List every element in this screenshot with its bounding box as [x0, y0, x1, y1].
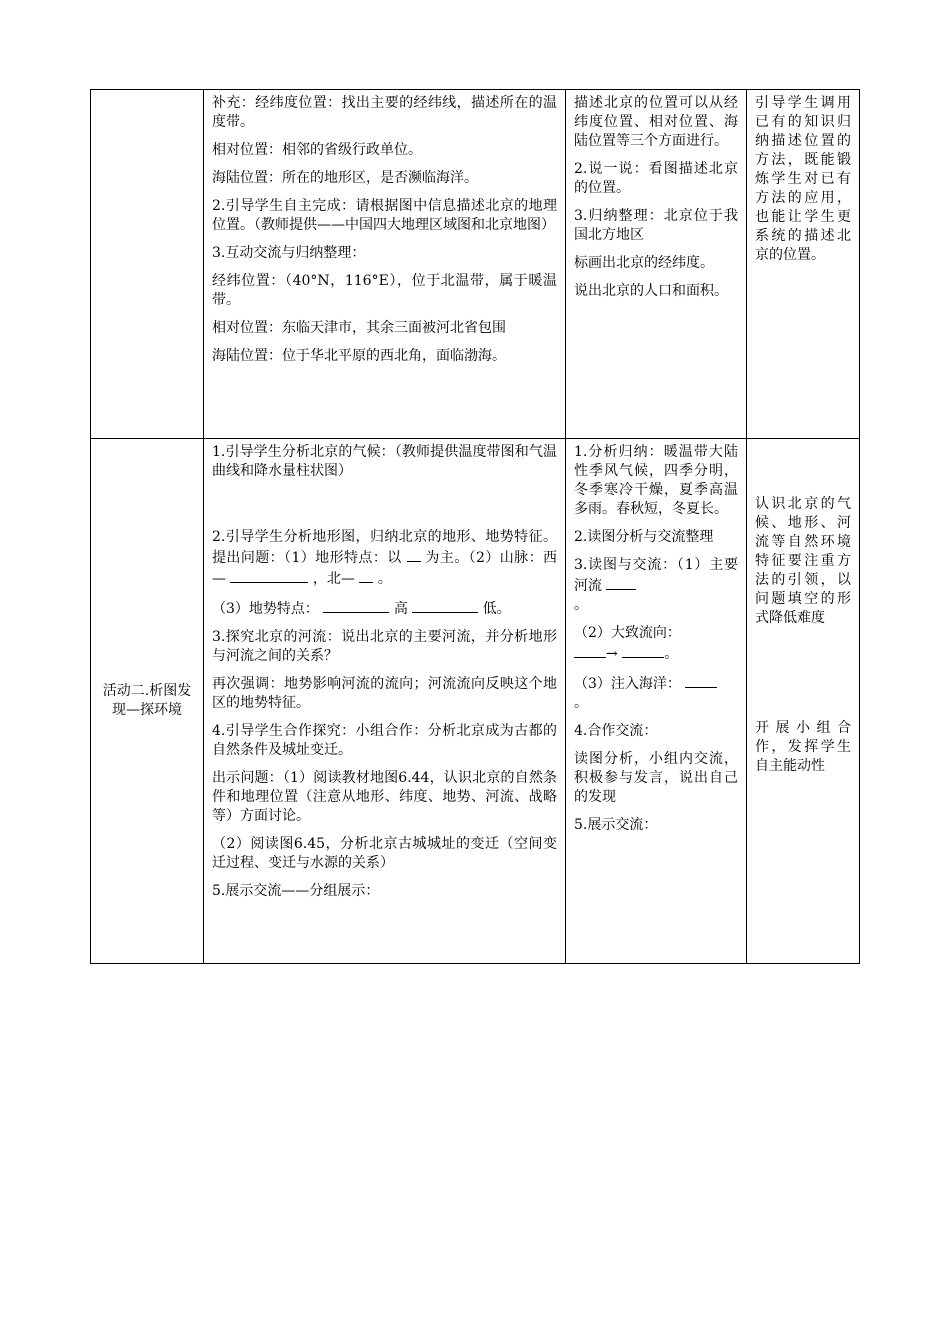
teacher-text: 3.探究北京的河流：说出北京的主要河流，并分析地形与河流之间的关系？: [212, 629, 557, 664]
blank-field: [574, 643, 606, 658]
teacher-text: 海陆位置：所在的地形区，是否濒临海洋。: [212, 170, 478, 186]
spacer: [212, 490, 557, 528]
intent-text: 开展小组合作，发挥学生自主能动性: [755, 720, 851, 774]
spacer: [755, 637, 851, 719]
activity-cell: [91, 439, 204, 964]
blank-field: [622, 643, 664, 658]
table-row: [91, 90, 860, 439]
teacher-activity-cell: [204, 439, 566, 964]
student-text: （3）注入海洋： 。: [574, 673, 738, 713]
activity-title: 活动二.析图发现—探环境: [102, 683, 192, 718]
blank-field: [412, 598, 478, 613]
teacher-text: 再次强调：地势影响河流的流向；河流流向反映这个地区的地势特征。: [212, 676, 557, 711]
arrow-icon: →: [606, 646, 618, 662]
activity-cell: [91, 90, 204, 439]
spacer: [755, 443, 851, 495]
student-text: 标画出北京的经纬度。: [574, 255, 714, 271]
design-intent-cell: [747, 90, 860, 439]
blank-field: [685, 673, 717, 688]
teacher-text: 相对位置：东临天津市，其余三面被河北省包围: [212, 320, 506, 336]
blank-field: [606, 575, 636, 590]
teacher-text: 2.引导学生自主完成：请根据图中信息描述北京的地理位置。（教师提供——中国四大地理区域图和北京地图）: [212, 198, 557, 233]
intent-text: 认识北京的气候、地形、河流等自然环境特征要注重方法的引领，以问题填空的形式降低难度: [755, 496, 851, 626]
student-text: 读图分析，小组内交流，积极参与发言，说出自己的发现: [574, 751, 738, 805]
teacher-text: 出示问题：（1）阅读教材地图6.44，认识北京的自然条件和地理位置（注意从地形、纬度、地势、河流、战略等）方面讨论。: [212, 770, 557, 824]
teacher-text: （3）地势特点： 高 低。: [212, 598, 557, 619]
teacher-text: 海陆位置：位于华北平原的西北角，面临渤海。: [212, 348, 506, 364]
blank-field: [323, 598, 389, 613]
teacher-text: 4.引导学生合作探究：小组合作：分析北京成为古都的自然条件及城址变迁。: [212, 723, 557, 758]
blank-field: [230, 568, 308, 583]
student-text: 5.展示交流：: [574, 817, 658, 833]
teacher-text: 经纬位置：（40°N，116°E），位于北温带，属于暖温带。: [212, 273, 557, 308]
student-text: （2）大致流向： → 。: [574, 625, 681, 662]
teacher-activity-cell: [204, 90, 566, 439]
blank-field: [407, 547, 421, 562]
student-activity-cell: [566, 90, 747, 439]
student-text: 2.说一说：看图描述北京的位置。: [574, 161, 738, 196]
design-intent-cell: [747, 439, 860, 964]
lesson-plan-table: [90, 89, 860, 964]
student-text: 3.归纳整理：北京位于我国北方地区: [574, 208, 738, 243]
student-text: 4.合作交流：: [574, 723, 658, 739]
student-text: 说出北京的人口和面积。: [574, 283, 728, 299]
teacher-text: 5.展示交流——分组展示：: [212, 883, 380, 899]
teacher-text: 3.互动交流与归纳整理：: [212, 245, 366, 261]
table-row: [91, 439, 860, 964]
student-text: 1.分析归纳：暖温带大陆性季风气候，四季分明，冬季寒冷干燥，夏季高温多雨。春秋短，冬夏长。: [574, 444, 738, 517]
teacher-text: 1.引导学生分析北京的气候：（教师提供温度带图和气温曲线和降水量柱状图）: [212, 444, 557, 479]
teacher-text: 补充：经纬度位置：找出主要的经纬线，描述所在的温度带。: [212, 95, 557, 130]
teacher-text: 相对位置：相邻的省级行政单位。: [212, 142, 422, 158]
teacher-text: 2.引导学生分析地形图，归纳北京的地形、地势特征。提出问题：（1）地形特点：以 为主。（2）山脉：西— ，北— 。: [212, 529, 558, 587]
student-text: 描述北京的位置可以从经纬度位置、相对位置、海陆位置等三个方面进行。: [574, 95, 738, 149]
teacher-text: （2）阅读图6.45，分析北京古城城址的变迁（空间变迁过程、变迁与水源的关系）: [212, 836, 557, 871]
student-activity-cell: [566, 439, 747, 964]
student-text: 2.读图分析与交流整理: [574, 529, 714, 545]
blank-field: [359, 568, 373, 583]
intent-text: 引导学生调用已有的知识归纳描述位置的方法，既能锻炼学生对已有方法的应用，也能让学生更系统的描述北京的位置。: [755, 95, 851, 263]
student-text: 3.读图与交流：（1）主要河流 。: [574, 557, 738, 613]
